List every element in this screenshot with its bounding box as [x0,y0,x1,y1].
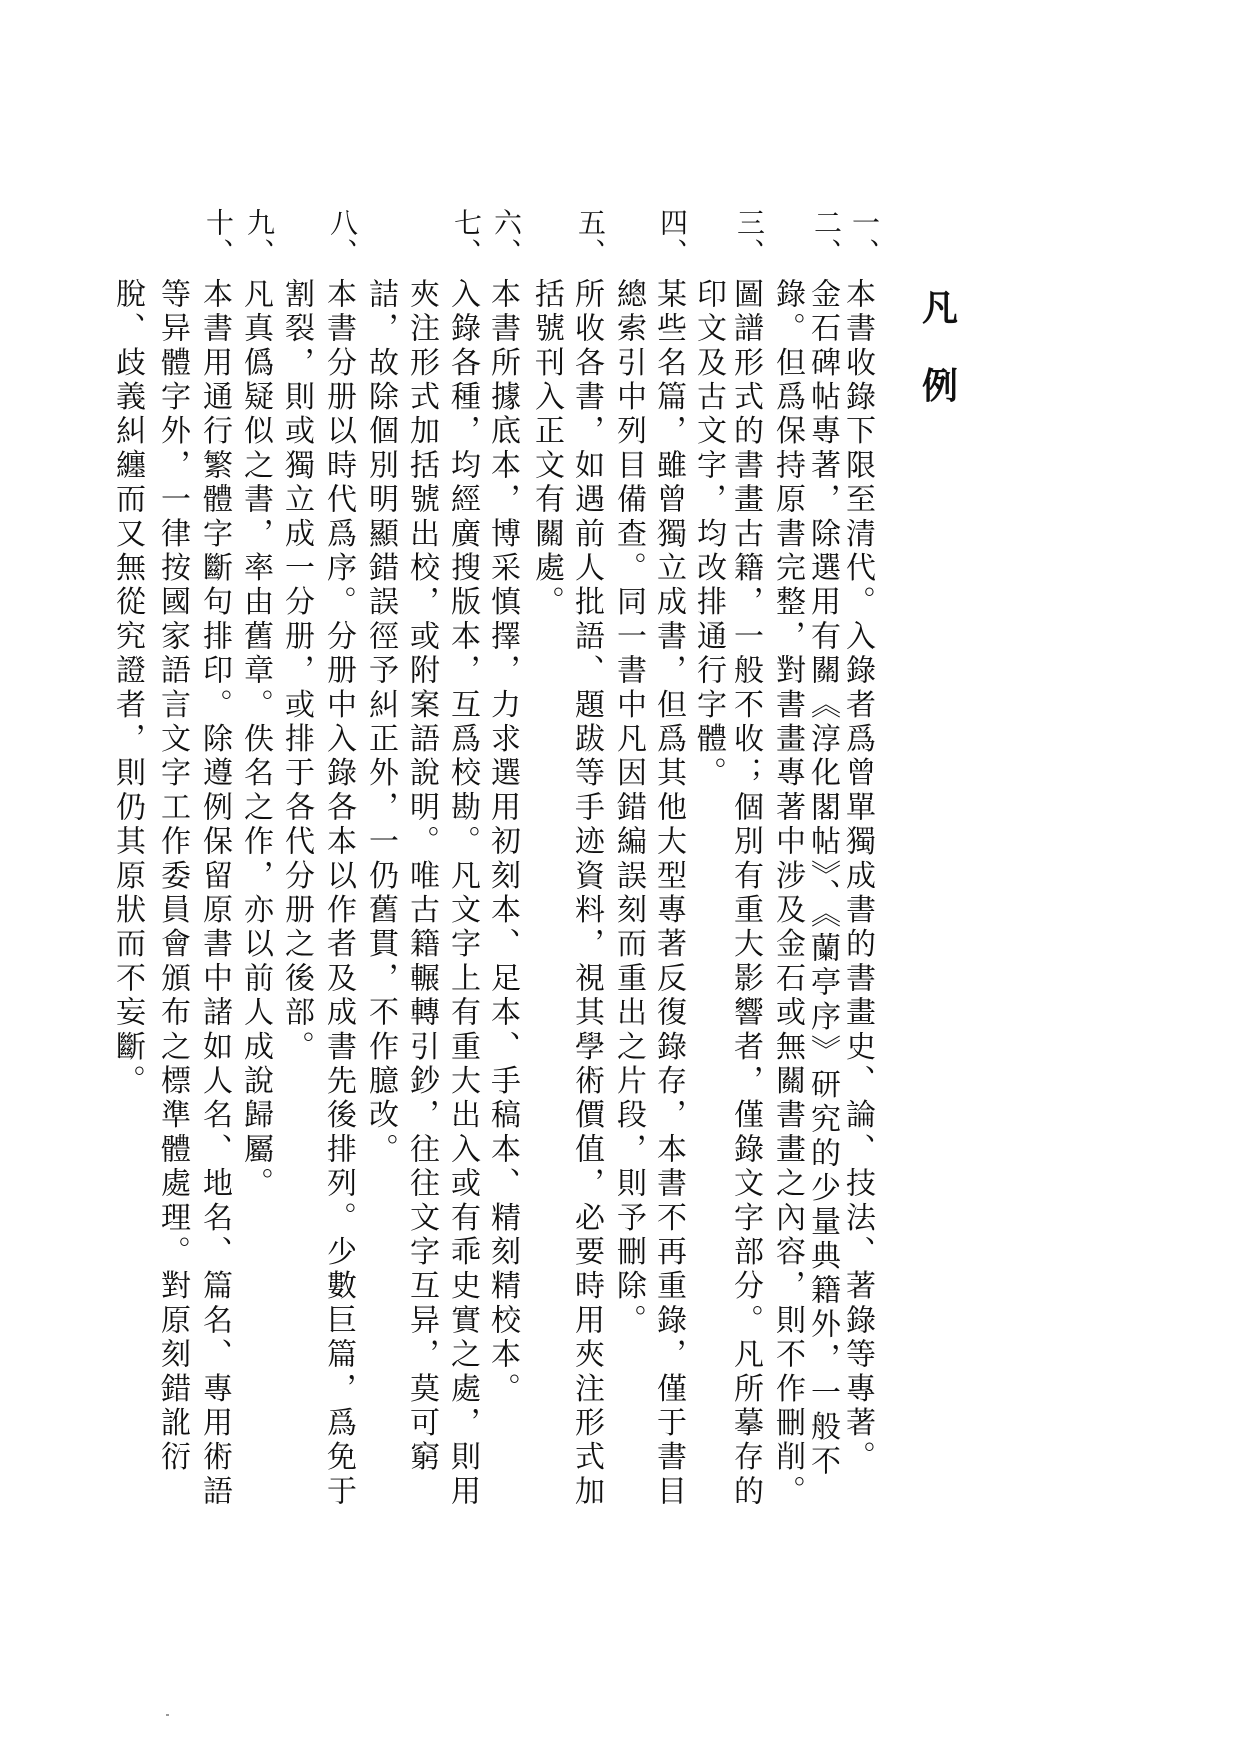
item-8-line-1: 本書分册以時代爲序。分册中入錄各本以作者及成書先後排列。少數巨篇，爲免于 [321,278,356,1510]
item-10-line-1: 本書用通行繁體字斷句排印。除遵例保留原書中諸如人名、地名、篇名、專用術語 [197,278,232,1510]
item-number-8: 八、 [326,208,359,268]
item-2-line-1: 金石碑帖專著，除選用有關《淳化閣帖》、《蘭亭序》研究的少量典籍外，一般不 [805,278,840,1480]
item-7-line-1: 入錄各種，均經廣搜版本，互爲校勘。凡文字上有重大出入或有乖史實之處，則用 [445,278,480,1510]
item-7-line-3: 詰，故除個別明顯錯誤徑予糾正外，一仍舊貫，不作臆改。 [363,278,398,1168]
page-title-char-2: 例 [921,365,958,407]
item-number-5: 五、 [574,208,607,268]
item-5-line-2: 括號刊入正文有關處。 [529,278,564,620]
item-3-line-2: 印文及古文字，均改排通行字體。 [691,278,726,791]
item-number-1: 一、 [848,208,881,268]
item-1-line-1: 本書收錄下限至清代。入錄者爲曾單獨成書的書畫史、論、技法、著錄等專著。 [840,278,875,1475]
item-6-line-1: 本書所據底本，博采慎擇，力求選用初刻本、足本、手稿本、精刻精校本。 [485,278,520,1407]
item-number-10: 十、 [202,208,235,268]
item-number-9: 九、 [243,208,276,268]
page-title-char-1: 凡 [921,287,958,329]
item-3-line-1: 圖譜形式的書畫古籍，一般不收；個別有重大影響者，僅錄文字部分。凡所摹存的 [728,278,763,1510]
item-2-line-2: 錄。但爲保持原書完整，對書畫專著中涉及金石或無關書畫之內容，則不作刪削。 [770,278,805,1510]
item-8-line-2: 割裂，則或獨立成一分册，或排于各代分册之後部。 [279,278,314,1065]
item-10-line-2: 等异體字外，一律按國家語言文字工作委員會頒布之標準體處理。對原刻錯訛衍 [155,278,190,1475]
scan-speck [166,1714,169,1716]
item-7-line-2: 夾注形式加括號出校，或附案語說明。唯古籍輾轉引鈔，往往文字互异，莫可窮 [404,278,439,1475]
item-number-4: 四、 [656,208,689,268]
item-number-3: 三、 [733,208,766,268]
item-4-line-2: 總索引中列目備查。同一書中凡因錯編誤刻而重出之片段，則予刪除。 [611,278,646,1339]
item-5-line-1: 所收各書，如遇前人批語、題跋等手迹資料，視其學術價值，必要時用夾注形式加 [569,278,604,1510]
item-10-line-3: 脫、歧義糾纏而又無從究證者，則仍其原狀而不妄斷。 [110,278,145,1099]
item-9-line-1: 凡真僞疑似之書，率由舊章。佚名之作，亦以前人成說歸屬。 [238,278,273,1202]
item-number-2: 二、 [810,208,843,268]
item-number-7: 七、 [450,208,483,268]
item-number-6: 六、 [490,208,523,268]
item-4-line-1: 某些名篇，雖曾獨立成書，但爲其他大型專著反復錄存，本書不再重錄，僅于書目 [651,278,686,1510]
